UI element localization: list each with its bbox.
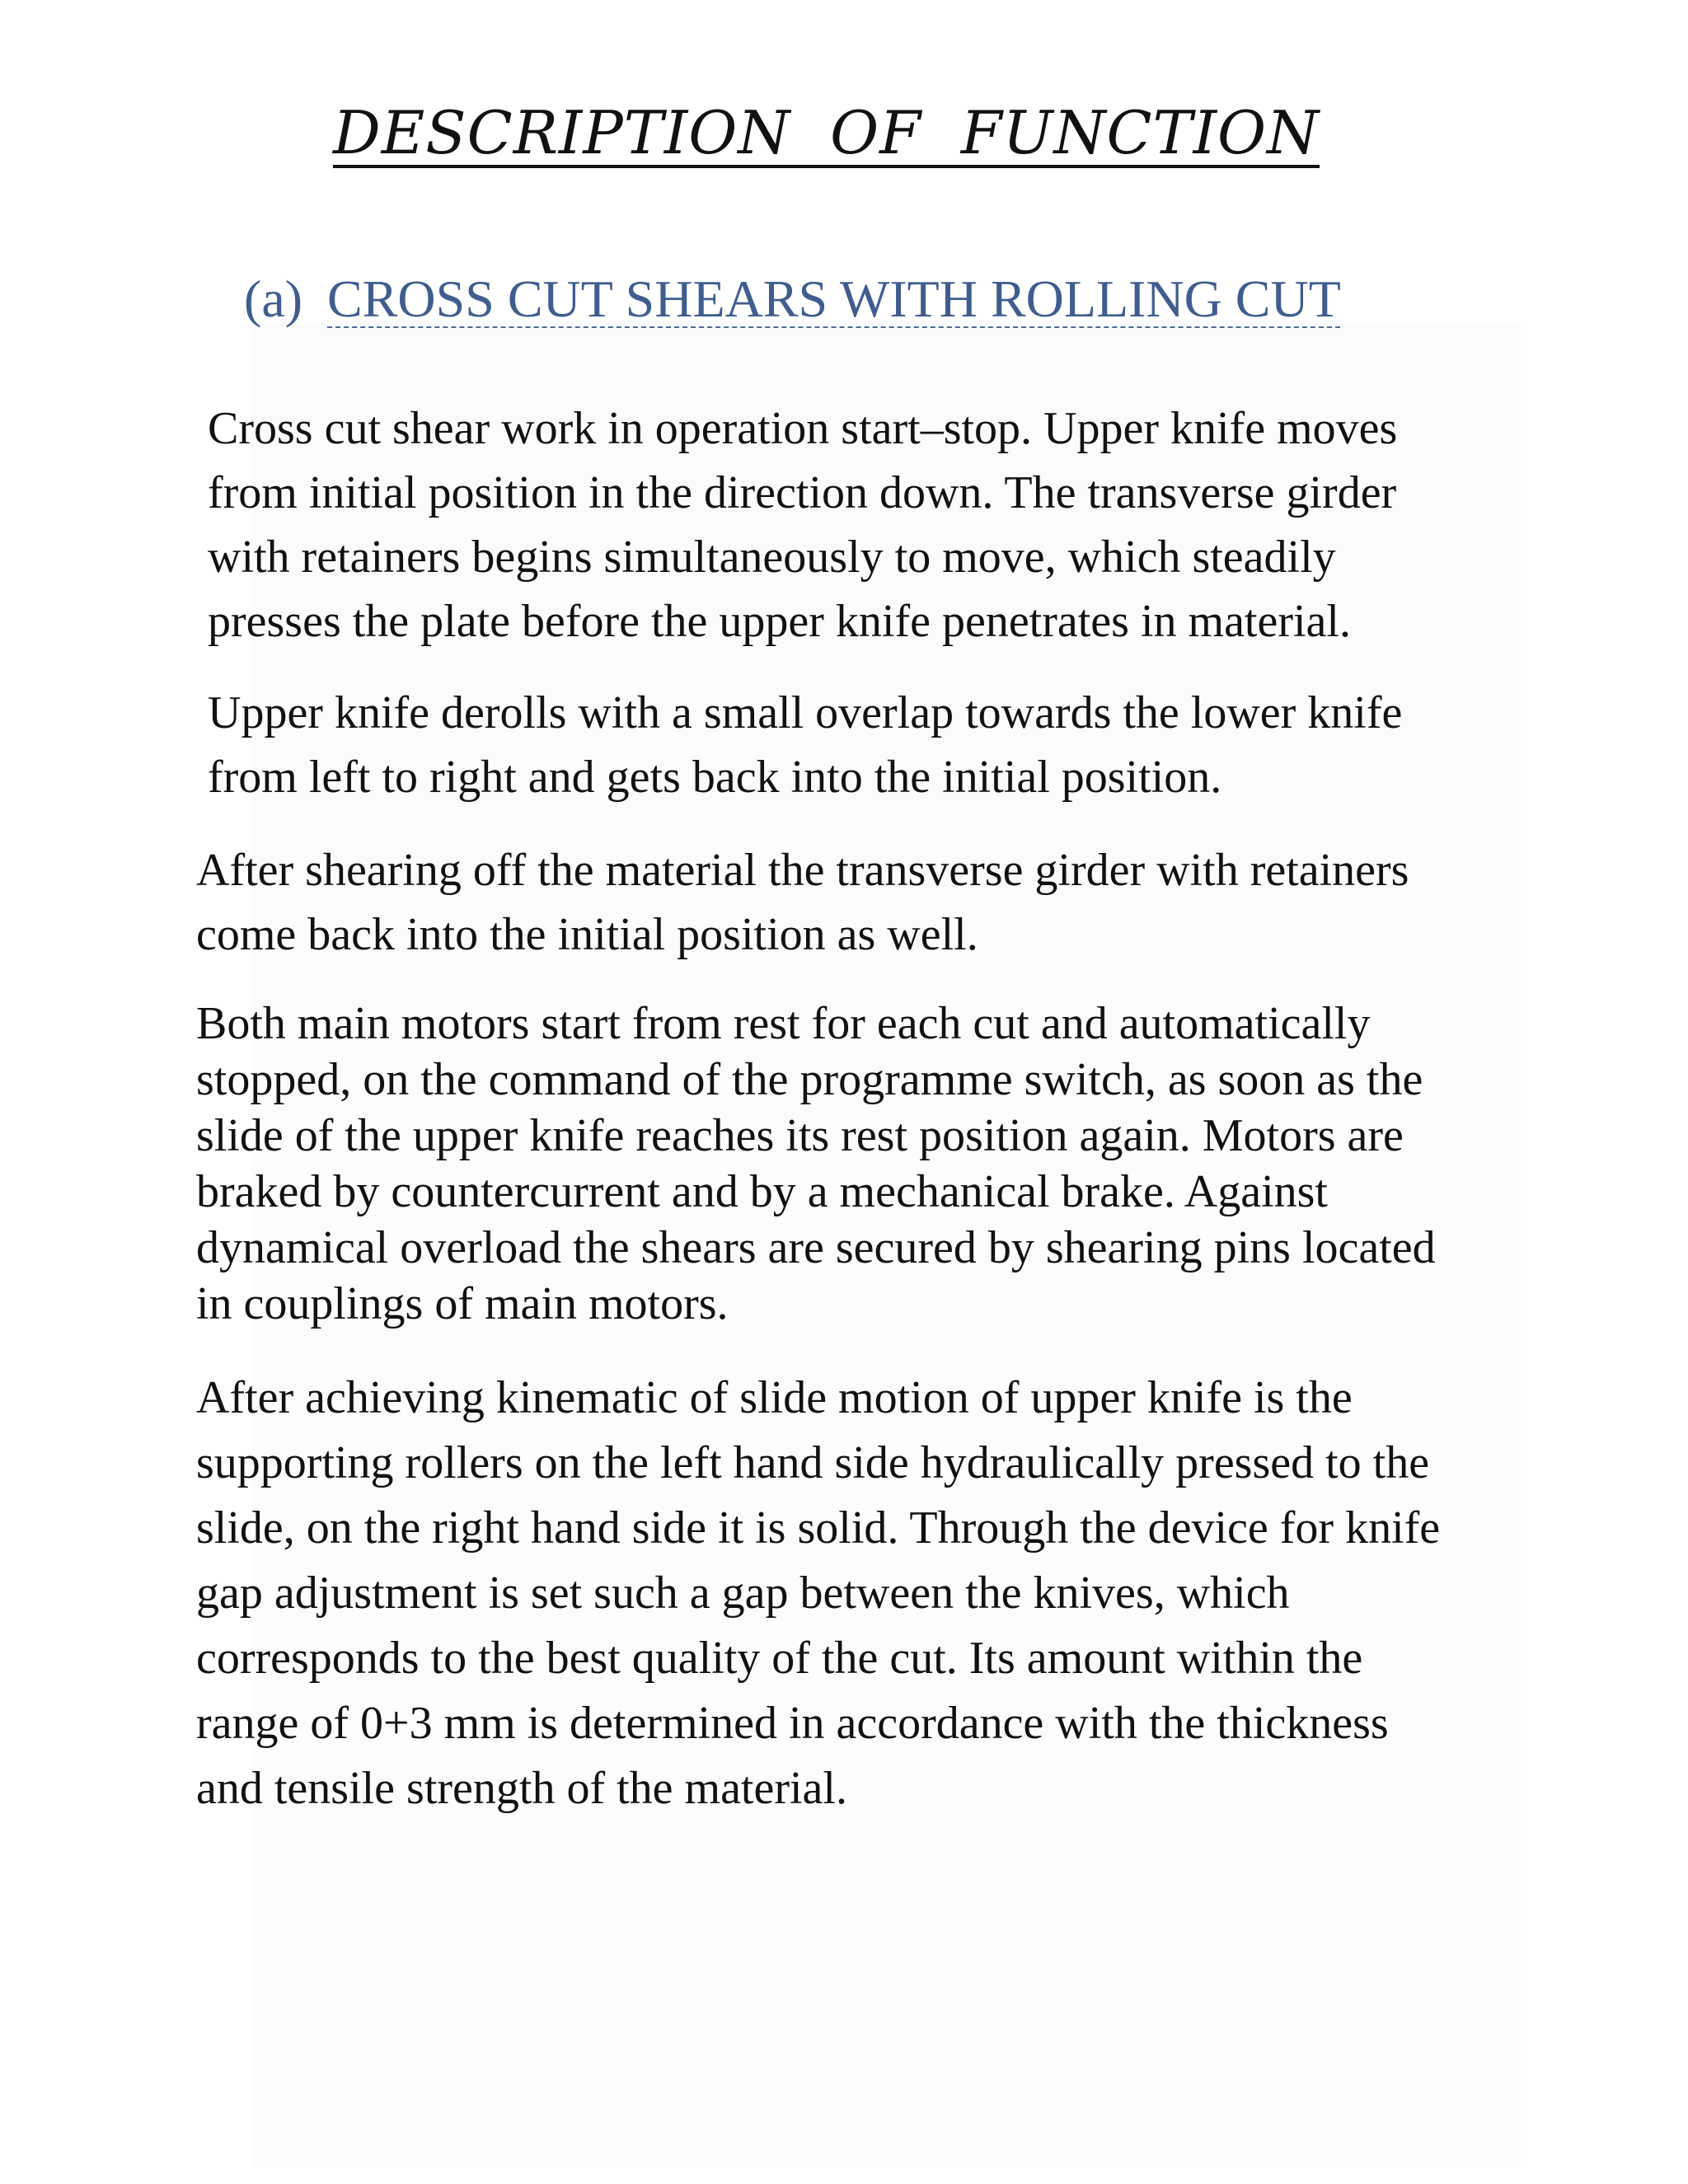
paragraph-line: slide of the upper knife reaches its rest position again. Motors are <box>196 1110 1404 1161</box>
paragraph-line: from left to right and gets back into the initial position. <box>208 752 1222 803</box>
paragraph-line: corresponds to the best quality of the cut. Its amount within the <box>196 1633 1363 1684</box>
paragraph-line: slide, on the right hand side it is solid. Through the device for knife <box>196 1502 1441 1554</box>
paragraph-line: and tensile strength of the material. <box>196 1763 847 1814</box>
paragraph-line: gap adjustment is set such a gap between the knives, which <box>196 1568 1290 1619</box>
paragraph-line: with retainers begins simultaneously to move, which steadily <box>208 532 1336 583</box>
paragraph-upper-knife <box>208 681 1402 809</box>
paragraph-line: After shearing off the material the transverse girder with retainers <box>196 845 1409 896</box>
section-heading <box>244 269 1341 330</box>
paragraph-line: presses the plate before the upper knife penetrates in material. <box>208 596 1351 647</box>
paragraph-knife-gap <box>196 1366 1440 1821</box>
paragraph-line: After achieving kinematic of slide motion of upper knife is the <box>196 1372 1353 1423</box>
paragraph-after-shearing <box>196 838 1409 967</box>
section-marker: (a) <box>244 269 303 328</box>
paragraph-operation <box>208 396 1397 654</box>
paragraph-line: in couplings of main motors. <box>196 1278 729 1329</box>
page-title: DESCRIPTION OF FUNCTION <box>333 98 1320 167</box>
paragraph-line: Upper knife derolls with a small overlap towards the lower knife <box>208 687 1403 738</box>
paragraph-line: range of 0+3 mm is determined in accordance with the thickness <box>196 1698 1389 1749</box>
paragraph-line: braked by countercurrent and by a mechanical brake. Against <box>196 1166 1328 1217</box>
paragraph-line: supporting rollers on the left hand side hydraulically pressed to the <box>196 1437 1430 1488</box>
paragraph-line: from initial position in the direction down. The transverse girder <box>208 467 1397 518</box>
paragraph-line: come back into the initial position as well. <box>196 909 978 960</box>
paragraph-line: stopped, on the command of the programme switch, as soon as the <box>196 1054 1423 1105</box>
paragraph-line: Both main motors start from rest for each cut and automatically <box>196 998 1371 1049</box>
section-heading-text: CROSS CUT SHEARS WITH ROLLING CUT <box>327 269 1341 328</box>
paragraph-line: dynamical overload the shears are secured by shearing pins located <box>196 1222 1436 1273</box>
paragraph-line: Cross cut shear work in operation start–stop. Upper knife moves <box>208 403 1398 454</box>
paragraph-main-motors <box>196 996 1436 1332</box>
